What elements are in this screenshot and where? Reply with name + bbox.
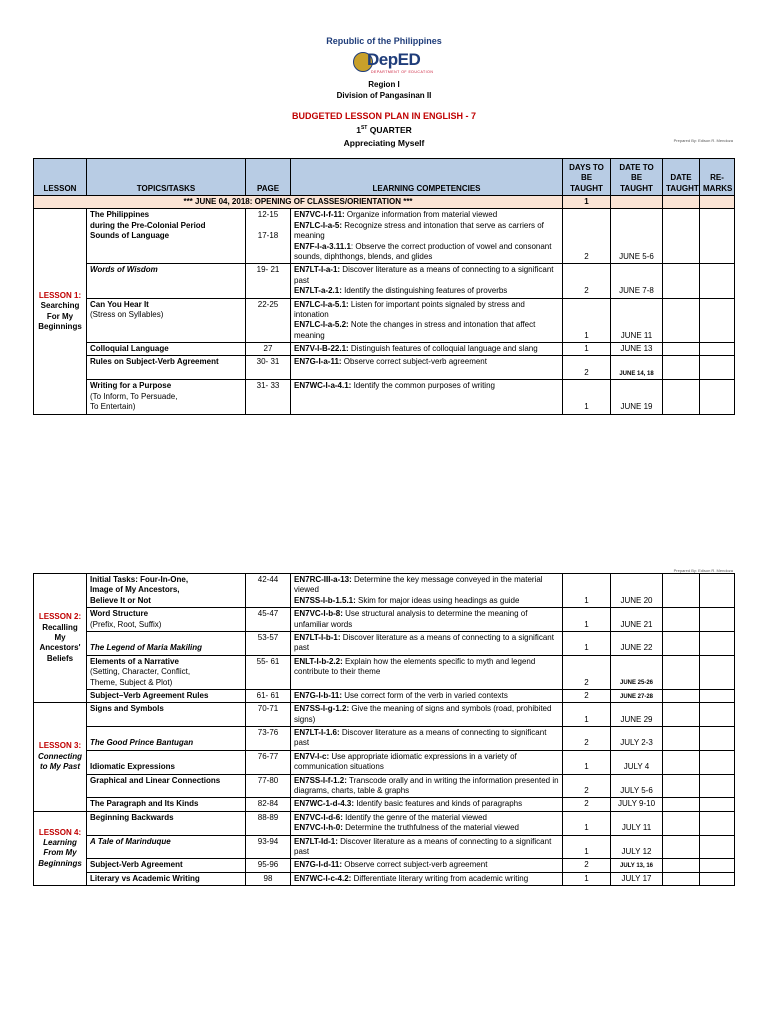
table-row	[34, 264, 735, 298]
competency-cell: EN7SS-I-f-1.2: Transcode orally and in writing the information presented in diagrams, charts, table & graphs	[291, 774, 563, 798]
competency-cell: EN7WC-1-d-4.3: Identify basic features and kinds of paragraphs	[291, 798, 563, 811]
days-cell: 2	[563, 774, 611, 798]
page-cell: 30- 31	[246, 356, 291, 380]
document-title: BUDGETED LESSON PLAN IN ENGLISH - 7	[291, 111, 477, 121]
days-cell: 2	[563, 209, 611, 264]
topic-cell: Literary vs Academic Writing	[87, 872, 246, 885]
competency-cell: EN7G-I-d-11: Observe correct subject-verb agreement	[291, 859, 563, 872]
topic-cell: Idiomatic Expressions	[87, 750, 246, 774]
days-cell: 1	[563, 343, 611, 356]
table-header-row	[34, 159, 735, 196]
page-cell: 82-84	[246, 798, 291, 811]
col-page: PAGE	[246, 159, 291, 196]
topic-cell: Beginning Backwards	[87, 811, 246, 835]
date-cell: JUNE 11	[611, 298, 663, 343]
competency-cell: EN7VC-I-b-8: Use structural analysis to determine the meaning of unfamiliar words	[291, 608, 563, 632]
days-cell: 1	[563, 298, 611, 343]
opening-text: *** JUNE 04, 2018: OPENING OF CLASSES/ORIENTATION ***	[34, 196, 563, 209]
region-label: Region I	[368, 80, 400, 89]
topic-cell: Initial Tasks: Four-In-One, Image of My Ancestors, Believe It or Not	[87, 574, 246, 608]
page-cell: 19- 21	[246, 264, 291, 298]
page-cell: 42-44	[246, 574, 291, 608]
days-cell: 1	[563, 835, 611, 859]
page-cell: 61- 61	[246, 689, 291, 702]
days-cell: 1	[563, 608, 611, 632]
competency-cell: EN7LC-I-a-5.1: Listen for important points signaled by stress and intonation EN7LC-I-a-5.2: Note the changes in stress and intonation that affect meaning	[291, 298, 563, 343]
table-row	[34, 574, 735, 608]
days-cell: 1	[563, 631, 611, 655]
topic-cell: Colloquial Language	[87, 343, 246, 356]
table-row	[34, 343, 735, 356]
topic-cell: Word Structure (Prefix, Root, Suffix)	[87, 608, 246, 632]
table-row	[34, 608, 735, 632]
competency-cell: ENLT-I-b-2.2: Explain how the elements specific to myth and legend contribute to their theme	[291, 655, 563, 689]
date-cell: JUNE 27-28	[611, 689, 663, 702]
table-row	[34, 631, 735, 655]
col-remarks: RE-MARKS	[700, 159, 735, 196]
competency-cell: EN7LT-I-b-1: Discover literature as a means of connecting to a significant past	[291, 631, 563, 655]
date-cell: JULY 2-3	[611, 727, 663, 751]
date-cell: JUNE 22	[611, 631, 663, 655]
topic-cell: Elements of a Narrative (Setting, Character, Conflict, Theme, Subject & Plot)	[87, 655, 246, 689]
page-cell: 93-94	[246, 835, 291, 859]
table-row	[34, 356, 735, 380]
col-lesson: LESSON	[34, 159, 87, 196]
topic-cell: The Good Prince Bantugan	[87, 727, 246, 751]
competency-cell: EN7WC-I-a-4.1: Identify the common purposes of writing	[291, 380, 563, 414]
competency-cell: EN7RC-III-a-13: Determine the key message conveyed in the material viewed EN7SS-I-b-1.5.1: Skim for major ideas using headings as guide	[291, 574, 563, 608]
col-date-to-be: DATE TO BE TAUGHT	[611, 159, 663, 196]
date-cell: JULY 12	[611, 835, 663, 859]
page-cell: 98	[246, 872, 291, 885]
days-cell: 1	[563, 703, 611, 727]
table-row	[34, 835, 735, 859]
topic-cell: Graphical and Linear Connections	[87, 774, 246, 798]
topic-cell: Words of Wisdom	[87, 264, 246, 298]
theme-label: Appreciating Myself	[343, 138, 425, 148]
table-row	[34, 859, 735, 872]
page-cell: 77-80	[246, 774, 291, 798]
competency-cell: EN7G-I-a-11: Observe correct subject-verb agreement	[291, 356, 563, 380]
topic-cell: Subject-Verb Agreement	[87, 859, 246, 872]
page-cell: 76-77	[246, 750, 291, 774]
lesson-3-cell: LESSON 3: Connecting to My Past	[34, 703, 87, 812]
date-cell: JUNE 13	[611, 343, 663, 356]
lesson-4-cell: LESSON 4: Learning From My Beginnings	[34, 811, 87, 885]
topic-cell: The Philippines during the Pre-Colonial Period Sounds of Language	[87, 209, 246, 264]
page-cell: 12-15 17-18	[246, 209, 291, 264]
table-row	[34, 689, 735, 702]
quarter-label: 1ST QUARTER	[356, 125, 412, 135]
date-cell: JULY 13, 16	[611, 859, 663, 872]
prepared-by-credit: Prepared By: Edison R. Mendoza	[673, 138, 733, 143]
table-row	[34, 209, 735, 264]
table-row	[34, 727, 735, 751]
days-cell: 1	[563, 574, 611, 608]
page-cell: 73-76	[246, 727, 291, 751]
page-cell: 70-71	[246, 703, 291, 727]
days-cell: 2	[563, 655, 611, 689]
col-date-taught: DATE TAUGHT	[663, 159, 700, 196]
days-cell: 2	[563, 356, 611, 380]
lesson-2-cell: LESSON 2: Recalling My Ancestors' Beliefs	[34, 574, 87, 703]
topic-cell: Can You Hear It (Stress on Syllables)	[87, 298, 246, 343]
days-cell: 1	[563, 750, 611, 774]
table-row	[34, 774, 735, 798]
date-cell: JULY 11	[611, 811, 663, 835]
page-cell: 53-57	[246, 631, 291, 655]
date-cell: JUNE 14, 18	[611, 356, 663, 380]
page-cell: 88-89	[246, 811, 291, 835]
date-cell: JUNE 29	[611, 703, 663, 727]
competency-cell: EN7V-I-B-22.1: Distinguish features of colloquial language and slang	[291, 343, 563, 356]
page-cell: 22-25	[246, 298, 291, 343]
division-label: Division of Pangasinan II	[336, 91, 432, 100]
topic-cell: Subject–Verb Agreement Rules	[87, 689, 246, 702]
page-cell: 55- 61	[246, 655, 291, 689]
competency-cell: EN7LT-I-1.6: Discover literature as a means of connecting to significant past	[291, 727, 563, 751]
date-cell: JUNE 7-8	[611, 264, 663, 298]
table-row	[34, 703, 735, 727]
table-row	[34, 298, 735, 343]
lesson-plan-table-continued	[33, 573, 735, 886]
days-cell: 2	[563, 264, 611, 298]
date-cell: JULY 9-10	[611, 798, 663, 811]
date-cell: JULY 4	[611, 750, 663, 774]
page-cell: 27	[246, 343, 291, 356]
table-row	[34, 872, 735, 885]
deped-logo	[353, 50, 445, 80]
logo-subtitle: DEPARTMENT OF EDUCATION	[371, 70, 434, 74]
date-cell: JUNE 19	[611, 380, 663, 414]
competency-cell: EN7SS-I-g-1.2: Give the meaning of signs and symbols (road, prohibited signs)	[291, 703, 563, 727]
table-row	[34, 811, 735, 835]
topic-cell: Rules on Subject-Verb Agreement	[87, 356, 246, 380]
days-cell: 2	[563, 859, 611, 872]
competency-cell: EN7LT-Id-1: Discover literature as a means of connecting to a significant past	[291, 835, 563, 859]
page-cell: 95-96	[246, 859, 291, 872]
date-cell: JULY 17	[611, 872, 663, 885]
opening-days: 1	[563, 196, 611, 209]
topic-cell: A Tale of Marinduque	[87, 835, 246, 859]
date-cell: JULY 5-6	[611, 774, 663, 798]
lesson-1-cell: LESSON 1: Searching For My Beginnings	[34, 209, 87, 414]
days-cell: 1	[563, 811, 611, 835]
days-cell: 2	[563, 727, 611, 751]
topic-cell: Signs and Symbols	[87, 703, 246, 727]
lesson-plan-table	[33, 158, 735, 415]
competency-cell: EN7V-I-c: Use appropriate idiomatic expressions in a variety of communication situations	[291, 750, 563, 774]
logo-wordmark: DepED	[367, 50, 421, 69]
topic-cell: Writing for a Purpose (To Inform, To Persuade, To Entertain)	[87, 380, 246, 414]
republic-label: Republic of the Philippines	[326, 36, 442, 46]
days-cell: 1	[563, 380, 611, 414]
competency-cell: EN7VC-I-f-11: Organize information from material viewed EN7LC-I-a-5: Recognize stress and intonation that serve as carriers of meaning EN7F-I-a-3.11.1: Observe the correct production of vowel and consonant sounds, diphthongs, blends, and glides	[291, 209, 563, 264]
competency-cell: EN7VC-I-d-6: Identify the genre of the material viewed EN7VC-I-h-0: Determine the truthfulness of the material viewed	[291, 811, 563, 835]
date-cell: JUNE 20	[611, 574, 663, 608]
competency-cell: EN7G-I-b-11: Use correct form of the verb in varied contexts	[291, 689, 563, 702]
table-row	[34, 798, 735, 811]
days-cell: 2	[563, 689, 611, 702]
days-cell: 1	[563, 872, 611, 885]
date-cell: JUNE 21	[611, 608, 663, 632]
page-cell: 31- 33	[246, 380, 291, 414]
competency-cell: EN7LT-I-a-1: Discover literature as a means of connecting to a significant past EN7LT-a-2.1: Identify the distinguishing features of proverbs	[291, 264, 563, 298]
table-row	[34, 380, 735, 414]
topic-cell: The Legend of Maria Makiling	[87, 631, 246, 655]
date-cell: JUNE 25-26	[611, 655, 663, 689]
table-row	[34, 750, 735, 774]
prepared-by-credit: Prepared By: Edison R. Mendoza	[673, 568, 733, 573]
col-days: DAYS TO BE TAUGHT	[563, 159, 611, 196]
topic-cell: The Paragraph and Its Kinds	[87, 798, 246, 811]
date-cell: JUNE 5-6	[611, 209, 663, 264]
page-cell: 45-47	[246, 608, 291, 632]
col-topics: TOPICS/TASKS	[87, 159, 246, 196]
competency-cell: EN7WC-I-c-4.2: Differentiate literary writing from academic writing	[291, 872, 563, 885]
table-row	[34, 655, 735, 689]
opening-row	[34, 196, 735, 209]
days-cell: 2	[563, 798, 611, 811]
col-competencies: LEARNING COMPETENCIES	[291, 159, 563, 196]
